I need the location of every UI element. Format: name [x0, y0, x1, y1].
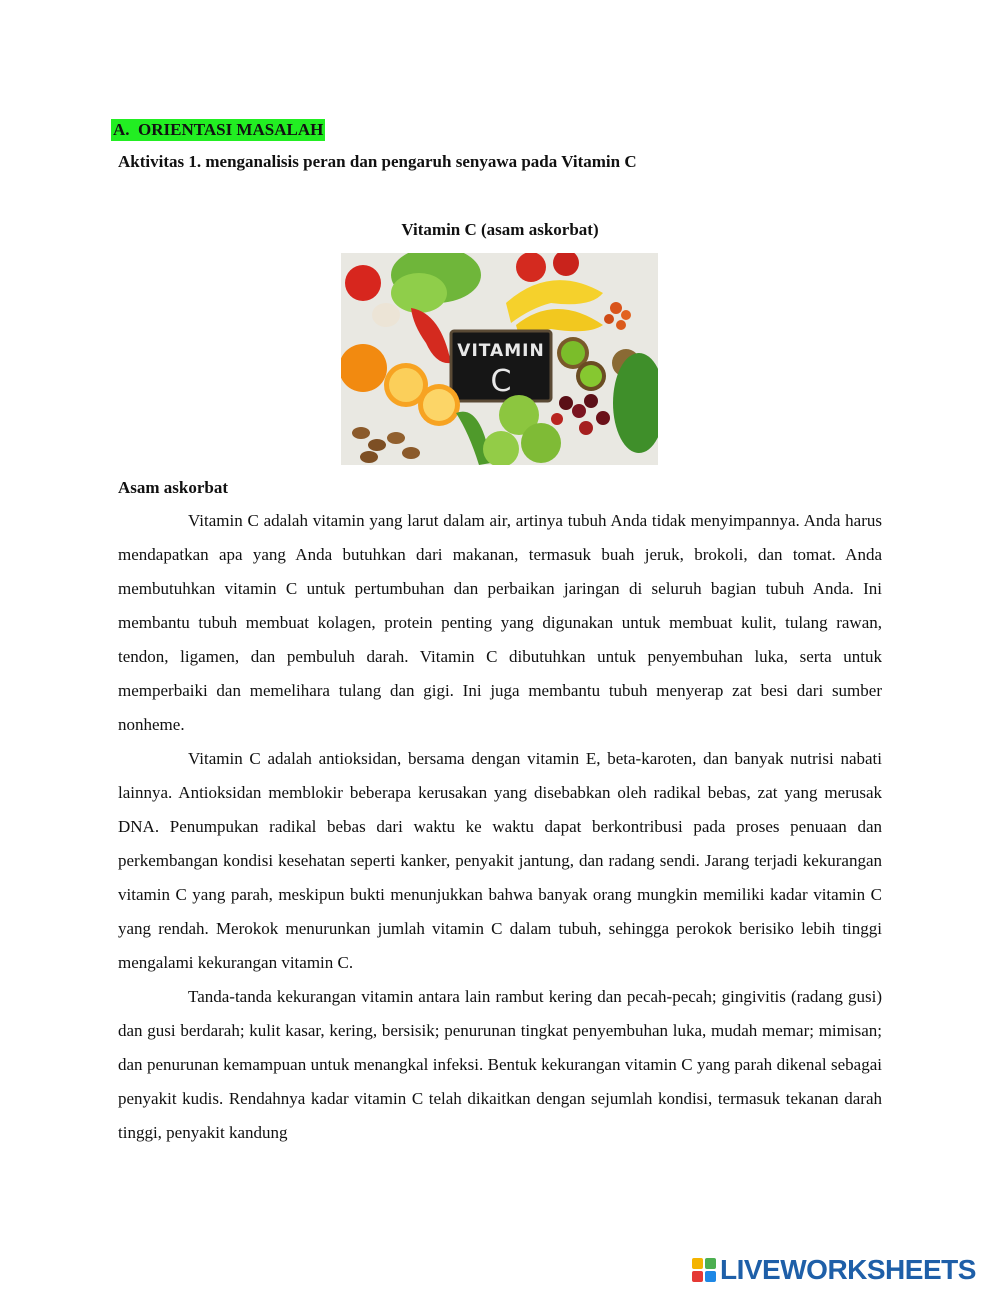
- brand-name: LIVEWORKSHEETS: [720, 1254, 976, 1285]
- vitamin-c-foods-image: [341, 253, 658, 465]
- paragraph: Vitamin C adalah vitamin yang larut dalam air, artinya tubuh Anda tidak menyimpannya. Anda harus mendapatkan apa yang Anda butuhkan dari makanan, termasuk buah jeruk, brokoli, dan tomat. Anda membutuhkan vitamin C untuk pertumbuhan dan perbaikan jaringan di seluruh bagian tubuh Anda. Ini membantu tubuh membuat kolagen, protein penting yang digunakan untuk membuat kulit, tulang rawan, tendon, ligamen, dan pembuluh darah. Vitamin C dibutuhkan untuk penyembuhan luka, serta untuk memperbaiki dan memelihara tulang dan gigi. Ini juga membantu tubuh menyerap zat besi dari sumber nonheme.: [118, 511, 882, 734]
- board-text-vitamin: VITAMIN: [457, 341, 545, 361]
- subheading: Asam askorbat: [118, 478, 229, 497]
- board-text-c: C: [490, 364, 512, 399]
- liveworksheets-logo: [692, 1256, 976, 1284]
- logo-blocks-icon: [692, 1258, 716, 1282]
- body-text: [118, 504, 882, 1150]
- section-heading: A. ORIENTASI MASALAH: [113, 120, 324, 139]
- activity-title: Aktivitas 1. menganalisis peran dan pengaruh senyawa pada Vitamin C: [118, 152, 637, 171]
- figure-title: Vitamin C (asam askorbat): [401, 220, 599, 239]
- paragraph: Tanda-tanda kekurangan vitamin antara lain rambut kering dan pecah-pecah; gingivitis (radang gusi) dan gusi berdarah; kulit kasar, kering, bersisik; penurunan tingkat penyembuhan luka, mudah memar; mimisan; dan penurunan kemampuan untuk menangkal infeksi. Bentuk kekurangan vitamin C yang parah dikenal sebagai penyakit kudis. Rendahnya kadar vitamin C telah dikaitkan dengan sejumlah kondisi, termasuk tekanan darah tinggi, penyakit kandung: [118, 987, 882, 1142]
- paragraph: Vitamin C adalah antioksidan, bersama dengan vitamin E, beta-karoten, dan banyak nutrisi nabati lainnya. Antioksidan memblokir beberapa kerusakan yang disebabkan oleh radikal bebas, zat yang merusak DNA. Penumpukan radikal bebas dari waktu ke waktu dapat berkontribusi pada proses penuaan dan perkembangan kondisi kesehatan seperti kanker, penyakit jantung, dan radang sendi. Jarang terjadi kekurangan vitamin C yang parah, meskipun bukti menunjukkan bahwa banyak orang mungkin memiliki kadar vitamin C yang rendah. Merokok menurunkan jumlah vitamin C dalam tubuh, sehingga perokok berisiko lebih tinggi mengalami kekurangan vitamin C.: [118, 749, 882, 972]
